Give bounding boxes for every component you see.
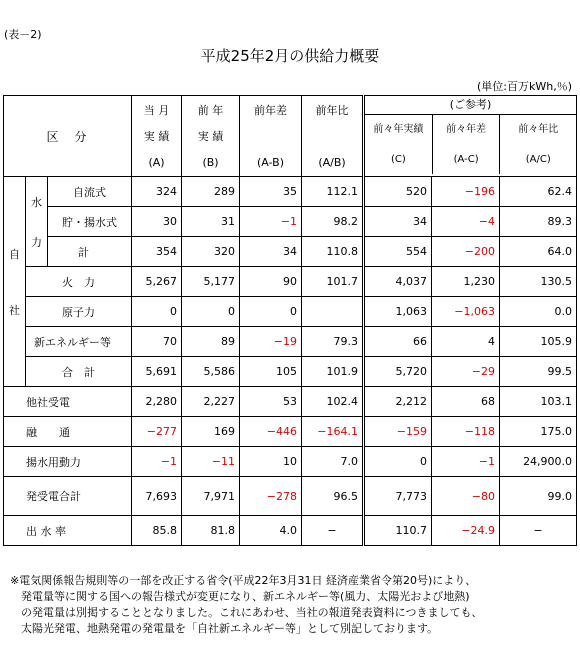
cell-acr: 99.0: [500, 477, 577, 516]
cell-acr: 0.0: [500, 297, 577, 327]
cell-acr: 62.4: [500, 177, 577, 207]
row-label: 出 水 率: [4, 516, 132, 546]
cell-a: 0: [132, 297, 182, 327]
cell-a: 2,280: [132, 387, 182, 417]
row-label: 揚水用動力: [4, 447, 132, 477]
row-label: 合 計: [26, 357, 132, 387]
col-b-header: 前 年 実 績 (B): [182, 96, 240, 177]
header-row: [4, 96, 577, 177]
cell-acr: 175.0: [500, 417, 577, 447]
cell-ac: −80: [432, 477, 500, 516]
table-row: [4, 516, 577, 546]
table-row: [4, 327, 577, 357]
cell-acr: 103.1: [500, 387, 577, 417]
cell-ratio: 7.0: [302, 447, 364, 477]
cell-a: 70: [132, 327, 182, 357]
cell-b: 5,586: [182, 357, 240, 387]
cell-a: 5,267: [132, 267, 182, 297]
cell-ratio: 79.3: [302, 327, 364, 357]
row-label: 火 力: [26, 267, 132, 297]
cell-ac: −118: [432, 417, 500, 447]
cell-ab: −1: [240, 207, 302, 237]
cell-b: 5,177: [182, 267, 240, 297]
table-row: [4, 417, 577, 447]
cell-c: 5,720: [364, 357, 432, 387]
cell-ratio: 98.2: [302, 207, 364, 237]
reference-header: (ご参考) 前々年実績 (C) 前々年差 (A-C) 前々年比 (A/C): [364, 96, 577, 177]
cell-acr: 130.5: [500, 267, 577, 297]
cell-a: 354: [132, 237, 182, 267]
cell-ab: 105: [240, 357, 302, 387]
cell-ab: 90: [240, 267, 302, 297]
cell-ac: 1,230: [432, 267, 500, 297]
cell-ab: 35: [240, 177, 302, 207]
cell-c: 7,773: [364, 477, 432, 516]
row-label: 発受電合計: [4, 477, 132, 516]
row-label: 貯・揚水式: [48, 207, 132, 237]
cell-ratio: 102.4: [302, 387, 364, 417]
row-label: 計: [48, 237, 132, 267]
cell-c: −159: [364, 417, 432, 447]
cell-c: 1,063: [364, 297, 432, 327]
cell-c: 34: [364, 207, 432, 237]
table-row: [4, 237, 577, 267]
col-acr-header: 前々年比: [518, 124, 559, 135]
cell-b: 2,227: [182, 387, 240, 417]
cell-ac: −29: [432, 357, 500, 387]
cell-b: 289: [182, 177, 240, 207]
cell-a: 30: [132, 207, 182, 237]
cell-b: 320: [182, 237, 240, 267]
cell-ratio: [302, 297, 364, 327]
cell-acr: 105.9: [500, 327, 577, 357]
row-label: 自流式: [48, 177, 132, 207]
cell-c: 66: [364, 327, 432, 357]
suiryoku-label: 水 力: [26, 177, 48, 267]
cell-b: 169: [182, 417, 240, 447]
cell-b: 0: [182, 297, 240, 327]
table-row: [4, 477, 577, 516]
table-label: (表－2): [4, 28, 42, 41]
cell-c: 2,212: [364, 387, 432, 417]
row-label: 融 通: [4, 417, 132, 447]
col-ab-header: 前年差 (A-B): [240, 96, 302, 177]
cell-a: −277: [132, 417, 182, 447]
row-label: 新エネルギー等: [26, 327, 132, 357]
cell-ab: 34: [240, 237, 302, 267]
cell-b: 7,971: [182, 477, 240, 516]
cell-acr: −: [500, 516, 577, 546]
unit-label: (単位:百万kWh,％): [476, 80, 572, 93]
kubun-header: 区 分: [4, 96, 132, 177]
cell-c: 520: [364, 177, 432, 207]
supply-table: [3, 95, 577, 546]
cell-ac: 4: [432, 327, 500, 357]
cell-ab: 10: [240, 447, 302, 477]
cell-c: 554: [364, 237, 432, 267]
cell-a: −1: [132, 447, 182, 477]
cell-ab: 53: [240, 387, 302, 417]
cell-ratio: 96.5: [302, 477, 364, 516]
cell-ab: 4.0: [240, 516, 302, 546]
cell-ac: −200: [432, 237, 500, 267]
cell-ratio: −164.1: [302, 417, 364, 447]
cell-ac: −24.9: [432, 516, 500, 546]
cell-acr: 24,900.0: [500, 447, 577, 477]
table-row: [4, 177, 577, 207]
cell-b: −11: [182, 447, 240, 477]
cell-acr: 99.5: [500, 357, 577, 387]
table-row: [4, 387, 577, 417]
table-row: [4, 357, 577, 387]
cell-acr: 89.3: [500, 207, 577, 237]
cell-ratio: 110.8: [302, 237, 364, 267]
cell-b: 31: [182, 207, 240, 237]
cell-ratio: 101.9: [302, 357, 364, 387]
table-row: [4, 447, 577, 477]
cell-ac: −1,063: [432, 297, 500, 327]
cell-ac: −1: [432, 447, 500, 477]
cell-a: 5,691: [132, 357, 182, 387]
cell-ab: −446: [240, 417, 302, 447]
jisha-label: 自 社: [4, 177, 26, 387]
page-title: 平成25年2月の供給力概要: [200, 47, 380, 65]
cell-ab: −278: [240, 477, 302, 516]
col-ratio-header: 前年比 (A/B): [302, 96, 364, 177]
cell-ac: 68: [432, 387, 500, 417]
cell-ratio: 112.1: [302, 177, 364, 207]
table-row: [4, 267, 577, 297]
col-a-header: 当 月 実 績 (A): [132, 96, 182, 177]
cell-ab: 0: [240, 297, 302, 327]
cell-c: 0: [364, 447, 432, 477]
col-c-header: 前々年実績: [373, 124, 424, 135]
col-ac-header: 前々年差: [446, 124, 487, 135]
cell-ac: −196: [432, 177, 500, 207]
cell-ratio: 101.7: [302, 267, 364, 297]
cell-c: 110.7: [364, 516, 432, 546]
cell-a: 324: [132, 177, 182, 207]
table-row: [4, 207, 577, 237]
cell-ratio: −: [302, 516, 364, 546]
row-label: 原子力: [26, 297, 132, 327]
row-label: 他社受電: [4, 387, 132, 417]
cell-b: 81.8: [182, 516, 240, 546]
footnote: ※電気関係報告規則等の一部を改正する省令(平成22年3月31日 経済産業省令第20号)により、 発電量等に関する国への報告様式が変更になり、新エネルギー等(風力、太陽光および地熱) の発電量は別掲することとなりました。これにあわせ、当社の報道発表資料につきましても、 太陽光発電、地熱発電の発電量を「自社新エネルギー等」として別記しております。: [10, 574, 483, 635]
cell-ac: −4: [432, 207, 500, 237]
cell-a: 85.8: [132, 516, 182, 546]
cell-a: 7,693: [132, 477, 182, 516]
cell-acr: 64.0: [500, 237, 577, 267]
cell-ab: −19: [240, 327, 302, 357]
table-row: [4, 297, 577, 327]
cell-c: 4,037: [364, 267, 432, 297]
cell-b: 89: [182, 327, 240, 357]
